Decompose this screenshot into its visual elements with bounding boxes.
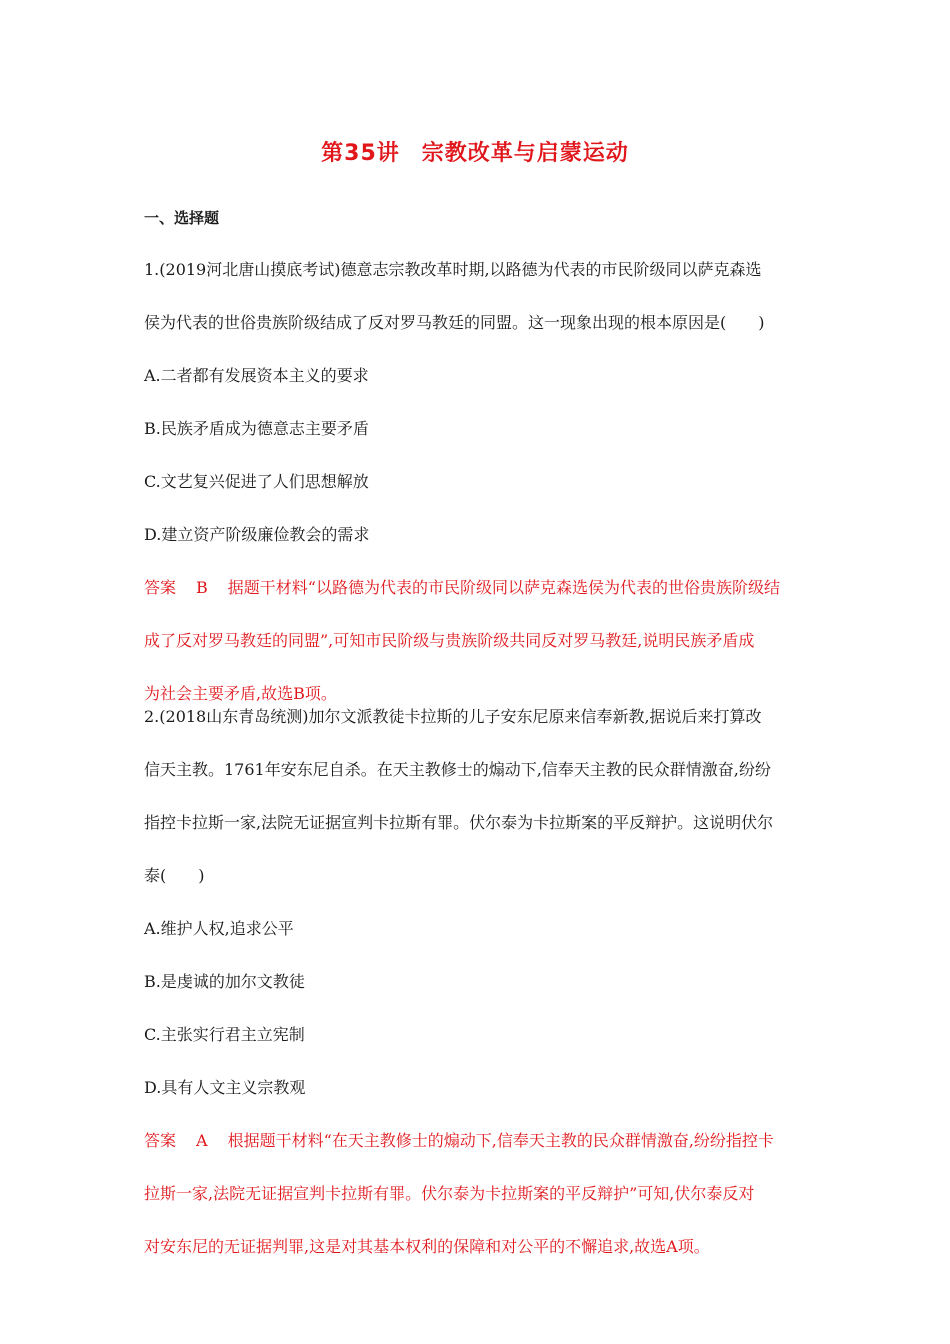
explanation-line: 成了反对罗马教廷的同盟”,可知市民阶级与贵族阶级共同反对罗马教廷,说明民族矛盾成 — [144, 631, 755, 650]
option-c: C.主张实行君主立宪制 — [144, 1025, 305, 1044]
question-stem-line: 信天主教。1761年安东尼自杀。在天主教修士的煽动下,信奉天主教的民众群情激奋,纷纷 — [144, 760, 771, 779]
option-d: D.具有人文主义宗教观 — [144, 1078, 306, 1097]
answer-label: 答案 — [144, 578, 177, 597]
question-1 — [144, 243, 808, 720]
option-c: C.文艺复兴促进了人们思想解放 — [144, 472, 369, 491]
option-b: B.民族矛盾成为德意志主要矛盾 — [144, 419, 369, 438]
explanation-line: 对安东尼的无证据判罪,这是对其基本权利的保障和对公平的不懈追求,故选A项。 — [144, 1237, 710, 1256]
explanation-text: 根据题干材料“在天主教修士的煽动下,信奉天主教的民众群情激奋,纷纷指控卡 — [227, 1131, 774, 1150]
option-a: A.二者都有发展资本主义的要求 — [144, 366, 369, 385]
explanation-text: 据题干材料“以路德为代表的市民阶级同以萨克森选侯为代表的世俗贵族阶级结 — [227, 578, 780, 597]
page-title — [0, 136, 950, 167]
section-heading: 一、选择题 — [144, 209, 220, 227]
answer-label: 答案 — [144, 1131, 177, 1150]
answer-explanation — [144, 1114, 808, 1273]
question-stem-line: 泰( ) — [144, 866, 205, 885]
option-a: A.维护人权,追求公平 — [144, 919, 294, 938]
answer-letter: A — [196, 1131, 208, 1150]
option-d: D.建立资产阶级廉俭教会的需求 — [144, 525, 370, 544]
question-stem-line: 指控卡拉斯一家,法院无证据宣判卡拉斯有罪。伏尔泰为卡拉斯案的平反辩护。这说明伏尔 — [144, 813, 774, 832]
question-2 — [144, 690, 808, 1273]
lecture-number: 第35讲 — [321, 141, 400, 166]
question-stem-line: 1.(2019河北唐山摸底考试)德意志宗教改革时期,以路德为代表的市民阶级同以萨克森选 — [144, 260, 762, 279]
explanation-line: 为社会主要矛盾,故选B项。 — [144, 684, 337, 703]
option-b: B.是虔诚的加尔文教徒 — [144, 972, 305, 991]
lecture-topic: 宗教改革与启蒙运动 — [421, 141, 629, 166]
question-stem-line: 2.(2018山东青岛统测)加尔文派教徒卡拉斯的儿子安东尼原来信奉新教,据说后来打算改 — [144, 707, 762, 726]
question-stem-line: 侯为代表的世俗贵族阶级结成了反对罗马教廷的同盟。这一现象出现的根本原因是( ) — [144, 313, 765, 332]
answer-letter: B — [196, 578, 208, 597]
explanation-line — [144, 1114, 808, 1167]
explanation-line: 拉斯一家,法院无证据宣判卡拉斯有罪。伏尔泰为卡拉斯案的平反辩护”可知,伏尔泰反对 — [144, 1184, 755, 1203]
explanation-line — [144, 561, 808, 614]
